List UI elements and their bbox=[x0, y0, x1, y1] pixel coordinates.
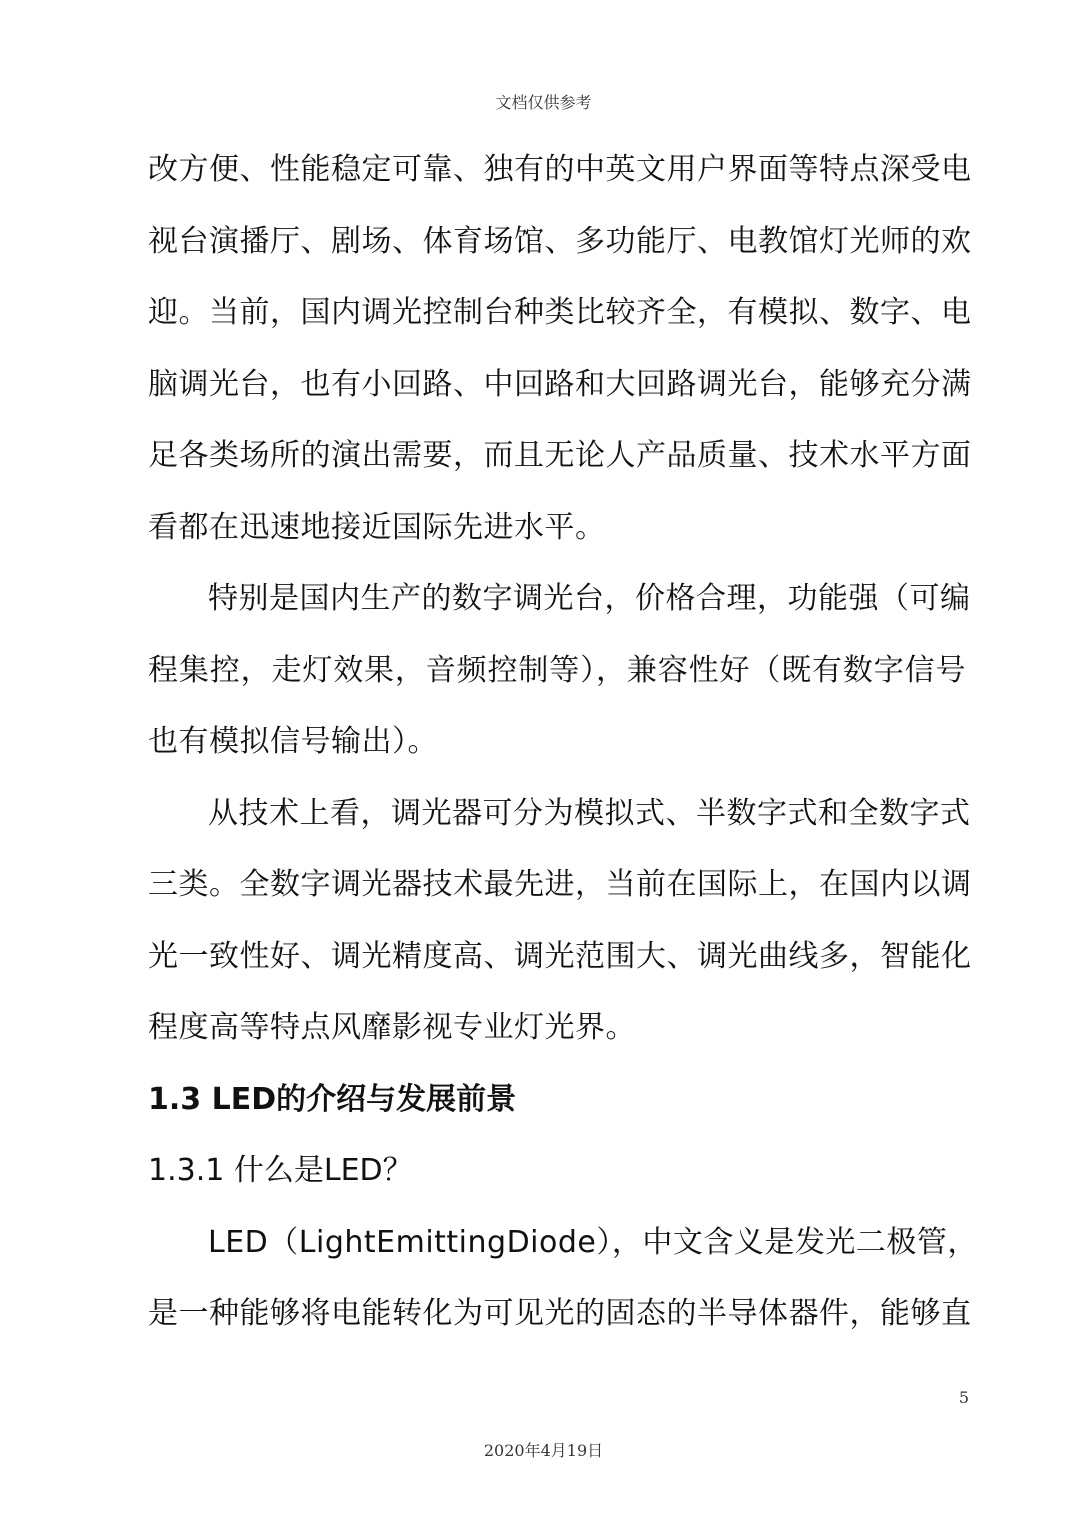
paragraph-line: 脑调光台，也有小回路、中回路和大回路调光台，能够充分满 bbox=[148, 366, 972, 402]
paragraph-line: 程度高等特点风靡影视专业灯光界。 bbox=[148, 1010, 636, 1045]
subsection-heading: 1.3.1 什么是LED？ bbox=[148, 1153, 413, 1188]
paragraph-line: 改方便、性能稳定可靠、独有的中英文用户界面等特点深受电 bbox=[148, 152, 972, 187]
paragraph-line: 视台演播厅、剧场、体育场馆、多功能厅、电教馆灯光师的欢 bbox=[148, 223, 972, 259]
section-heading: 1.3 LED的介绍与发展前景 bbox=[148, 1081, 517, 1117]
paragraph-line: 特别是国内生产的数字调光台，价格合理，功能强（可编 bbox=[208, 581, 971, 616]
paragraph-line: 也有模拟信号输出）。 bbox=[148, 724, 438, 759]
paragraph-line: 看都在迅速地接近国际先进水平。 bbox=[148, 509, 606, 545]
page-number: 5 bbox=[958, 1388, 969, 1407]
paragraph-line: 程集控，走灯效果，音频控制等），兼容性好（既有数字信号 bbox=[148, 652, 966, 688]
paragraph-line: 光一致性好、调光精度高、调光范围大、调光曲线多，智能化 bbox=[148, 938, 972, 974]
paragraph-line: 迎。当前，国内调光控制台种类比较齐全，有模拟、数字、电 bbox=[148, 295, 972, 330]
paragraph-line: 从技术上看，调光器可分为模拟式、半数字式和全数字式 bbox=[208, 795, 971, 831]
paragraph-line: LED（LightEmittingDiode），中文含义是发光二极管， bbox=[208, 1224, 978, 1260]
footer-date: 2020年4月19日 bbox=[483, 1441, 604, 1460]
paragraph-line: 足各类场所的演出需要，而且无论人产品质量、技术水平方面 bbox=[148, 438, 972, 473]
page-header: 文档仅供参考 bbox=[495, 93, 592, 112]
body-text bbox=[148, 140, 978, 1356]
paragraph-line: 是一种能够将电能转化为可见光的固态的半导体器件，能够直 bbox=[148, 1296, 972, 1331]
paragraph-line: 三类。全数字调光器技术最先进，当前在国际上，在国内以调 bbox=[148, 867, 972, 902]
